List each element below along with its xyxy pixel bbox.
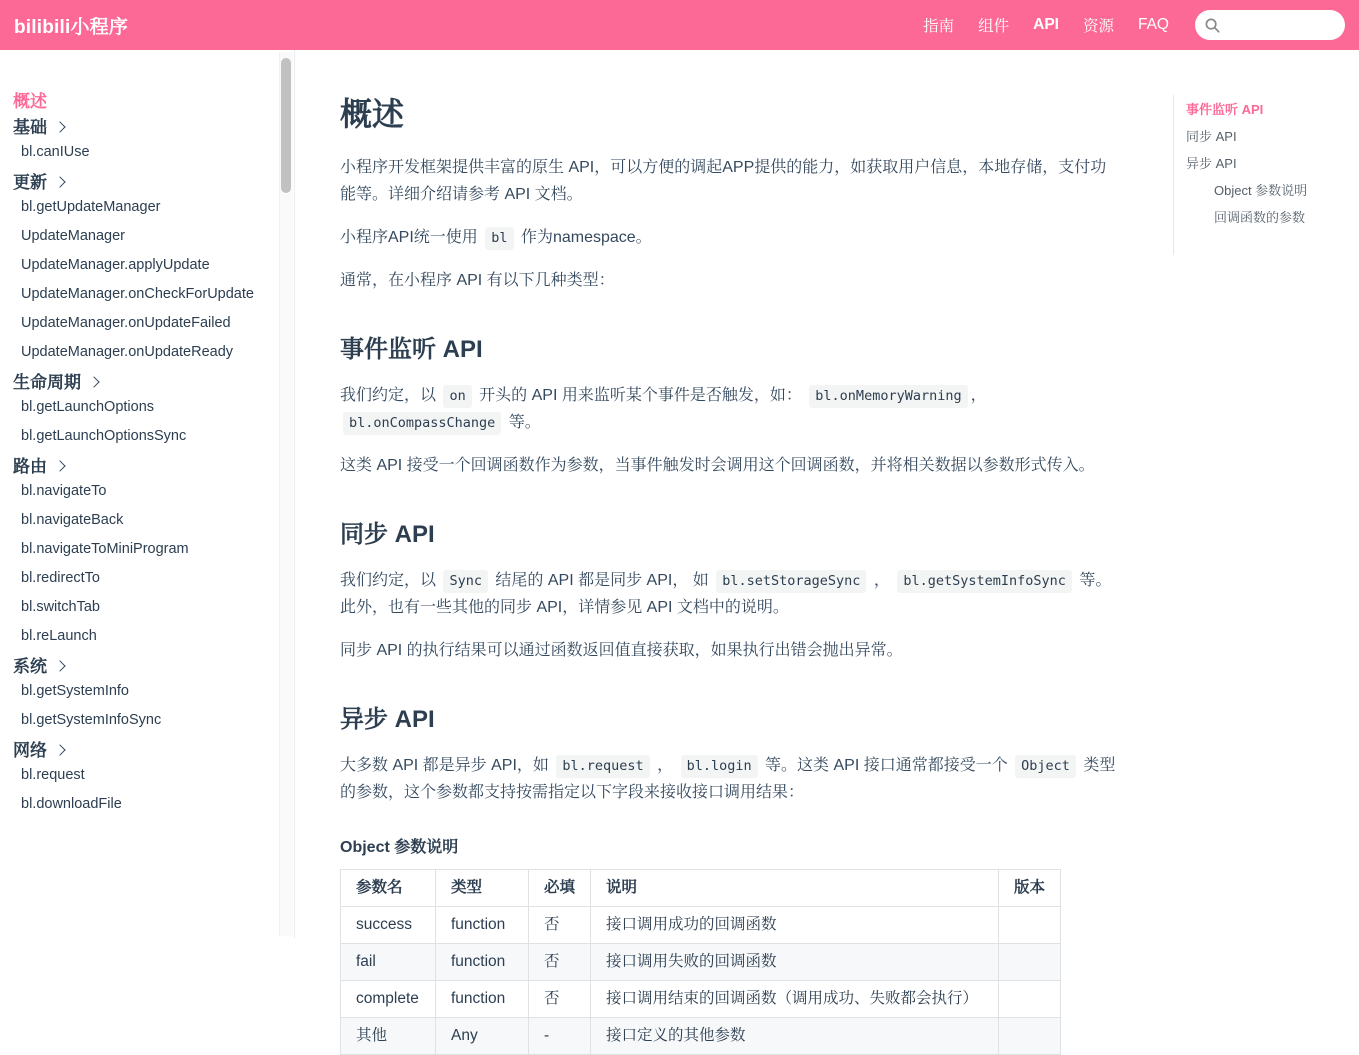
- paragraph: 我们约定，以 on 开头的 API 用来监听某个事件是否触发，如： bl.onMemoryWarning ，bl.onCompassChange 等。: [340, 382, 1122, 436]
- table-cell: function: [436, 907, 529, 944]
- sidebar-section-system: [13, 657, 260, 735]
- toc-item-object-params[interactable]: Object 参数说明: [1214, 183, 1308, 198]
- paragraph: 同步 API 的执行结果可以通过函数返回值直接获取，如果执行出错会抛出异常。: [340, 642, 903, 659]
- column-header: 类型: [436, 870, 529, 907]
- search-icon: [1204, 17, 1221, 34]
- inline-code: bl.getSystemInfoSync: [897, 570, 1072, 593]
- main-blocks: [340, 154, 1122, 1055]
- toc-item-sync-api[interactable]: 同步 API: [1186, 129, 1237, 144]
- nav-item-guide[interactable]: 指南: [923, 18, 955, 35]
- toc-item-callback-params[interactable]: 回调函数的参数: [1214, 210, 1306, 225]
- table-cell: 否: [529, 907, 591, 944]
- table-cell: [999, 1018, 1061, 1055]
- sidebar-section-route: [13, 457, 260, 651]
- inline-code: Object: [1015, 755, 1076, 778]
- chevron-right-icon: [88, 376, 99, 387]
- section-heading-sync-api: 同步 API: [340, 521, 435, 548]
- search-box[interactable]: [1195, 10, 1345, 40]
- column-header: 必填: [529, 870, 591, 907]
- table-cell: 否: [529, 944, 591, 981]
- table-cell: 接口定义的其他参数: [591, 1018, 999, 1055]
- sidebar-section-network: [13, 741, 260, 819]
- table-cell: complete: [341, 981, 436, 1018]
- table-row: [341, 944, 1061, 981]
- column-header: 参数名: [341, 870, 436, 907]
- chevron-right-icon: [54, 744, 65, 755]
- table-cell: Any: [436, 1018, 529, 1055]
- sidebar-section-label: 概述: [13, 92, 47, 111]
- sidebar-section-label: 更新: [13, 173, 47, 192]
- table-cell: [999, 944, 1061, 981]
- sidebar-item-UpdateManager.onUpdateReady[interactable]: UpdateManager.onUpdateReady: [21, 344, 234, 360]
- table-cell: function: [436, 944, 529, 981]
- sidebar-item-bl.canIUse[interactable]: bl.canIUse: [21, 144, 90, 160]
- sidebar-item-UpdateManager.applyUpdate[interactable]: UpdateManager.applyUpdate: [21, 257, 210, 273]
- inline-code: bl.onMemoryWarning: [809, 385, 967, 408]
- sidebar-item-basics[interactable]: [13, 110, 47, 145]
- sidebar-item-UpdateManager[interactable]: UpdateManager: [21, 228, 125, 244]
- toc-item-async-api[interactable]: 异步 API: [1186, 156, 1237, 171]
- nav-item-api[interactable]: API: [1033, 16, 1059, 33]
- table-cell: function: [436, 981, 529, 1018]
- sidebar-item-lifecycle[interactable]: [13, 365, 81, 400]
- sidebar-item-bl.getLaunchOptionsSync[interactable]: bl.getLaunchOptionsSync: [21, 428, 187, 444]
- table-cell: [999, 907, 1061, 944]
- sidebar-section-label: 网络: [13, 741, 47, 760]
- paragraph: 通常，在小程序 API 有以下几种类型：: [340, 272, 615, 289]
- table-cell: [999, 981, 1061, 1018]
- nav-item-resources[interactable]: 资源: [1082, 18, 1114, 35]
- nav-item-components[interactable]: 组件: [978, 18, 1010, 35]
- sidebar-section-lifecycle: [13, 373, 260, 451]
- sidebar-section-basics: [13, 118, 260, 167]
- chevron-right-icon: [54, 121, 65, 132]
- sidebar-item-bl.navigateTo[interactable]: bl.navigateTo: [21, 483, 107, 499]
- column-header: 版本: [999, 870, 1061, 907]
- sidebar-item-bl.request[interactable]: bl.request: [21, 767, 85, 783]
- nav-item-faq[interactable]: FAQ: [1137, 16, 1169, 33]
- chevron-right-icon: [54, 660, 65, 671]
- top-nav: [923, 14, 1169, 36]
- toc-item-event-api[interactable]: 事件监听 API: [1186, 102, 1264, 117]
- sidebar-item-bl.getUpdateManager[interactable]: bl.getUpdateManager: [21, 199, 161, 215]
- table-cell: 接口调用成功的回调函数: [591, 907, 999, 944]
- toc: [1173, 95, 1359, 255]
- sidebar-section-label: 生命周期: [13, 373, 81, 392]
- chevron-right-icon: [54, 460, 65, 471]
- sidebar-scrollbar-thumb[interactable]: [281, 58, 291, 193]
- sidebar-item-network[interactable]: [13, 733, 47, 768]
- table-cell: fail: [341, 944, 436, 981]
- inline-code: bl.onCompassChange: [343, 412, 501, 435]
- sidebar-item-bl.reLaunch[interactable]: bl.reLaunch: [21, 628, 97, 644]
- sidebar-section-label: 基础: [13, 118, 47, 137]
- sidebar-section-label: 路由: [13, 457, 47, 476]
- table-row: [341, 907, 1061, 944]
- sidebar-section-label: 系统: [13, 657, 47, 676]
- sidebar-nav: [0, 50, 294, 839]
- sidebar-item-bl.getLaunchOptions[interactable]: bl.getLaunchOptions: [21, 399, 155, 415]
- sidebar-item-UpdateManager.onUpdateFailed[interactable]: UpdateManager.onUpdateFailed: [21, 315, 231, 331]
- sidebar: [0, 50, 295, 938]
- sidebar-section-overview: [13, 92, 260, 112]
- params-table: [340, 869, 1061, 1055]
- sidebar-item-bl.getSystemInfo[interactable]: bl.getSystemInfo: [21, 683, 129, 699]
- sidebar-item-update[interactable]: [13, 165, 47, 200]
- search-input[interactable]: [1225, 18, 1337, 33]
- paragraph: 小程序API统一使用 bl 作为namespace。: [340, 224, 1122, 251]
- inline-code: bl: [485, 227, 513, 250]
- table-cell: 接口调用失败的回调函数: [591, 944, 999, 981]
- table-row: [341, 1018, 1061, 1055]
- chevron-right-icon: [54, 176, 65, 187]
- sidebar-item-bl.getSystemInfoSync[interactable]: bl.getSystemInfoSync: [21, 712, 162, 728]
- sidebar-item-bl.navigateToMiniProgram[interactable]: bl.navigateToMiniProgram: [21, 541, 189, 557]
- sidebar-item-route[interactable]: [13, 449, 47, 484]
- sidebar-item-bl.redirectTo[interactable]: bl.redirectTo: [21, 570, 100, 586]
- sidebar-item-system[interactable]: [13, 649, 47, 684]
- sidebar-item-bl.navigateBack[interactable]: bl.navigateBack: [21, 512, 124, 528]
- subsection-heading-object-params: Object 参数说明: [340, 839, 459, 856]
- table-row: [341, 981, 1061, 1018]
- paragraph: 我们约定，以 Sync 结尾的 API 都是同步 API， 如 bl.setStorageSync ， bl.getSystemInfoSync 等。此外，也有一些其他的同步 API，详情参见 API 文档中的说明。: [340, 572, 1112, 616]
- column-header: 说明: [591, 870, 999, 907]
- sidebar-scrollbar-track[interactable]: [279, 52, 293, 936]
- section-heading-event-api: 事件监听 API: [340, 336, 483, 363]
- sidebar-item-UpdateManager.onCheckForUpdate[interactable]: UpdateManager.onCheckForUpdate: [21, 286, 254, 302]
- paragraph: 大多数 API 都是异步 API，如 bl.request ， bl.login 等。这类 API 接口通常都接受一个 Object 类型的参数，这个参数都支持按需指定以下字段来接收接口调用结果：: [340, 757, 1116, 801]
- inline-code: bl.setStorageSync: [716, 570, 866, 593]
- table-cell: 否: [529, 981, 591, 1018]
- sidebar-section-update: [13, 173, 260, 367]
- section-heading-async-api: 异步 API: [340, 706, 435, 733]
- app-header: [0, 0, 1359, 50]
- inline-code: Sync: [443, 570, 488, 593]
- page-title: 概述: [340, 96, 405, 132]
- sidebar-item-bl.switchTab[interactable]: bl.switchTab: [21, 599, 100, 615]
- app-logo[interactable]: bilibili小程序: [14, 16, 129, 38]
- table-cell: -: [529, 1018, 591, 1055]
- table-cell: success: [341, 907, 436, 944]
- inline-code: bl.request: [556, 755, 649, 778]
- table-cell: 接口调用结束的回调函数（调用成功、失败都会执行）: [591, 981, 999, 1018]
- inline-code: bl.login: [681, 755, 758, 778]
- table-cell: 其他: [341, 1018, 436, 1055]
- paragraph: 这类 API 接受一个回调函数作为参数，当事件触发时会调用这个回调函数，并将相关数据以参数形式传入。: [340, 457, 1095, 474]
- inline-code: on: [443, 385, 471, 408]
- paragraph: 小程序开发框架提供丰富的原生 API，可以方便的调起APP提供的能力，如获取用户信息，本地存储，支付功能等。详细介绍请参考 API 文档。: [340, 159, 1107, 203]
- table-header-row: [341, 870, 1061, 907]
- sidebar-item-bl.downloadFile[interactable]: bl.downloadFile: [21, 796, 122, 812]
